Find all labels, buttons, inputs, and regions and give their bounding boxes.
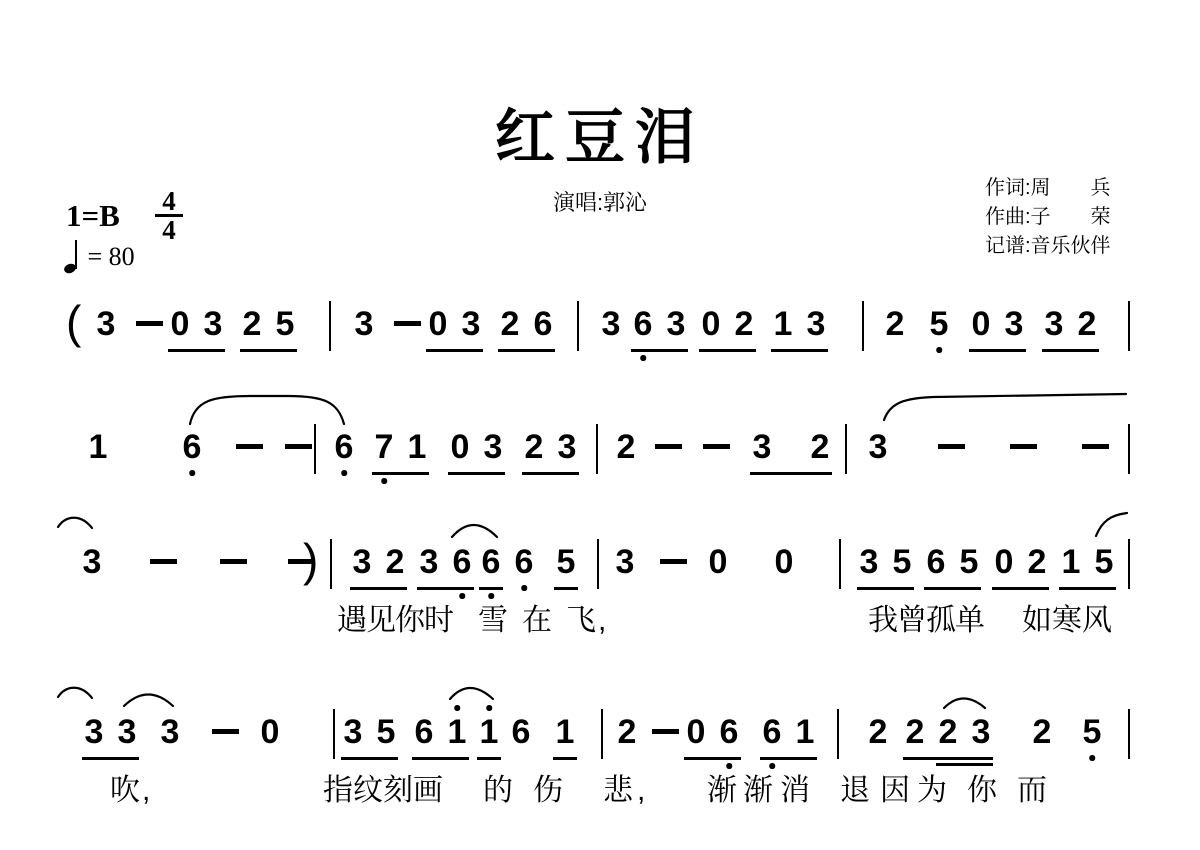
composer-credit: 作曲:子 荣 [985, 206, 1111, 228]
barline [577, 301, 579, 351]
note-digit: 3 [557, 428, 577, 466]
note-digit: 2 [500, 305, 520, 343]
barline [601, 709, 603, 759]
note-group [86, 428, 110, 466]
note-digit: 3 [82, 543, 102, 581]
octave-dot-low [769, 763, 775, 769]
note-gap [439, 543, 452, 581]
note-digit: 5 [959, 543, 979, 581]
lyric-char: 退 [840, 774, 870, 807]
note-group [522, 428, 579, 466]
barline [596, 424, 598, 474]
note-group [615, 713, 639, 751]
slur-tie-arc [124, 695, 173, 707]
duration-dash [150, 559, 177, 564]
note-digit: 3 [84, 713, 104, 751]
lyric-char: , [598, 604, 607, 637]
beam-underline [341, 757, 398, 760]
note-group [883, 305, 907, 343]
duration-dash [660, 559, 687, 564]
note-digit: 3 [752, 428, 772, 466]
barline [862, 301, 864, 351]
note-group [448, 428, 505, 466]
note-digit: 2 [885, 305, 905, 343]
note-group [332, 428, 356, 466]
beam-underline [992, 587, 1049, 590]
note-gap [448, 305, 461, 343]
note-digit: 3 [1044, 305, 1064, 343]
note-digit: 6 [481, 543, 501, 581]
lyric-char: 纹 [353, 774, 383, 807]
duration-dash [220, 559, 247, 564]
note-digit: 3 [666, 305, 686, 343]
note-group [350, 543, 407, 581]
barline [597, 539, 599, 589]
note-digit: 1 [795, 713, 815, 751]
slur-tie-arc [190, 396, 344, 424]
lyric-char: 吹 [110, 774, 140, 807]
note-gap [879, 543, 892, 581]
lyric-char: 我 [868, 604, 898, 637]
slur-tie-arc [884, 394, 1126, 420]
note-group [426, 305, 483, 343]
beam-underline [479, 587, 503, 590]
note-digit: 3 [971, 713, 991, 751]
note-digit: 3 [601, 305, 621, 343]
note-digit: 3 [117, 713, 137, 751]
beam-underline [969, 349, 1026, 352]
duration-dash [285, 444, 312, 449]
beam-underline [498, 349, 555, 352]
note-digit: 2 [905, 713, 925, 751]
octave-dot-low [640, 355, 646, 361]
note-digit: 5 [1082, 713, 1102, 751]
note-digit: 3 [203, 305, 223, 343]
note-group [684, 713, 741, 751]
note-group [240, 305, 297, 343]
lyric-char: 渐 [707, 774, 737, 807]
slur-tie-arc [58, 688, 92, 698]
note-group [168, 305, 225, 343]
lyric-char: 你 [395, 604, 425, 637]
note-digit: 6 [533, 305, 553, 343]
barline [330, 539, 332, 589]
note-digit: 2 [385, 543, 405, 581]
note-group [417, 543, 474, 581]
note-group [750, 428, 832, 466]
note-group [1059, 543, 1116, 581]
note-gap [797, 428, 810, 466]
lyric-char: 因 [880, 774, 910, 807]
duration-dash [212, 729, 239, 734]
beam-underline [903, 757, 993, 760]
octave-dot-high [486, 705, 492, 711]
note-digit: 0 [708, 543, 728, 581]
slur-tie-arc [944, 699, 985, 709]
note-gap [372, 543, 385, 581]
lyric-char: 时 [424, 604, 454, 637]
barline [314, 424, 316, 474]
note-group [866, 713, 890, 751]
note-group [509, 713, 533, 751]
note-gap [520, 305, 533, 343]
note-digit: 3 [160, 713, 180, 751]
octave-dot-low [936, 347, 942, 353]
beam-underline [82, 757, 139, 760]
note-group [1030, 713, 1054, 751]
note-gap [434, 713, 447, 751]
beam-underline [1042, 349, 1099, 352]
note-gap [925, 713, 938, 751]
lyric-char: 指 [323, 774, 353, 807]
note-group [180, 428, 204, 466]
note-group [498, 305, 555, 343]
transcriber-credit: 记谱:音乐伙伴 [985, 235, 1111, 257]
duration-dash [136, 321, 163, 326]
note-group [772, 543, 796, 581]
note-digit: 5 [376, 713, 396, 751]
note-digit: 0 [971, 305, 991, 343]
beam-underline [750, 472, 832, 475]
note-gap [782, 713, 795, 751]
note-group [554, 543, 578, 581]
note-digit: 6 [452, 543, 472, 581]
lyric-char: 画 [413, 774, 443, 807]
octave-dot-high [454, 705, 460, 711]
lyric-char: 如 [1022, 604, 1052, 637]
note-digit: 1 [1061, 543, 1081, 581]
note-gap [1064, 305, 1077, 343]
beam-underline [417, 587, 474, 590]
tempo-marking [64, 238, 135, 276]
note-gap [363, 713, 376, 751]
note-digit: 3 [483, 428, 503, 466]
note-gap [470, 428, 483, 466]
beam-underline [240, 349, 297, 352]
note-digit: 3 [343, 713, 363, 751]
note-digit: 3 [806, 305, 826, 343]
lyric-char: 为 [917, 774, 947, 807]
beam-underline [168, 349, 225, 352]
lyric-char: 的 [483, 774, 513, 807]
note-group [613, 543, 637, 581]
note-digit: 2 [1027, 543, 1047, 581]
slur-tie-arc [1096, 513, 1127, 536]
note-gap [991, 305, 1004, 343]
note-group [699, 305, 756, 343]
beam-underline [426, 349, 483, 352]
note-digit: 0 [701, 305, 721, 343]
beam-underline [760, 757, 817, 760]
song-title: 红豆泪 [495, 105, 705, 171]
note-digit: 5 [275, 305, 295, 343]
duration-dash [236, 444, 263, 449]
note-digit: 3 [615, 543, 635, 581]
note-digit: 3 [96, 305, 116, 343]
barline [1128, 709, 1130, 759]
note-gap [958, 713, 971, 751]
note-digit: 1 [447, 713, 467, 751]
note-group [352, 305, 376, 343]
note-digit: 2 [938, 713, 958, 751]
lyric-char: 而 [1017, 774, 1047, 807]
beam-underline [554, 587, 578, 590]
octave-dot-low [726, 763, 732, 769]
note-group [924, 543, 981, 581]
note-group [80, 543, 104, 581]
lyric-char: 渐 [743, 774, 773, 807]
duration-dash [655, 444, 682, 449]
lyric-char: 孤 [926, 604, 956, 637]
octave-dot-low [521, 585, 527, 591]
note-digit: 0 [686, 713, 706, 751]
note-digit: 3 [868, 428, 888, 466]
lyric-char: 刻 [383, 774, 413, 807]
note-group [969, 305, 1026, 343]
note-digit: 3 [354, 305, 374, 343]
note-digit: 1 [407, 428, 427, 466]
note-group [1042, 305, 1099, 343]
beam-underline [699, 349, 756, 352]
open-paren: ( [66, 296, 82, 348]
note-digit: 6 [414, 713, 434, 751]
octave-dot-low [381, 478, 387, 484]
slur-tie-arc [58, 518, 92, 528]
note-digit: 0 [170, 305, 190, 343]
note-digit: 3 [419, 543, 439, 581]
lyric-char: 单 [955, 604, 985, 637]
note-gap [104, 713, 117, 751]
beam-underline [553, 757, 577, 760]
note-digit: 0 [774, 543, 794, 581]
note-digit: 0 [994, 543, 1014, 581]
note-group [866, 428, 890, 466]
note-group [512, 543, 536, 581]
slur-tie-arc [450, 688, 493, 699]
note-group [158, 713, 182, 751]
note-group [553, 713, 577, 751]
note-group [1080, 713, 1104, 751]
meter-denominator: 4 [155, 214, 183, 243]
beam-underline [857, 587, 914, 590]
lyric-char: 风 [1082, 604, 1112, 637]
note-digit: 0 [450, 428, 470, 466]
note-gap [190, 305, 203, 343]
note-gap [394, 428, 407, 466]
barline [839, 539, 841, 589]
note-digit: 2 [524, 428, 544, 466]
note-group [82, 713, 139, 751]
close-paren: ) [303, 534, 319, 586]
beam-underline [412, 757, 469, 760]
note-group [614, 428, 638, 466]
lyric-char: 在 [522, 604, 552, 637]
octave-dot-low [459, 593, 465, 599]
note-digit: 7 [374, 428, 394, 466]
note-group [479, 543, 503, 581]
lyric-char: 遇 [337, 604, 367, 637]
duration-dash [652, 729, 679, 734]
note-group [857, 543, 914, 581]
beam-underline [477, 757, 501, 760]
beam-underline-2 [936, 763, 993, 766]
lyric-char: 你 [967, 774, 997, 807]
octave-dot-low [341, 470, 347, 476]
note-digit: 3 [859, 543, 879, 581]
note-digit: 1 [88, 428, 108, 466]
note-group [706, 543, 730, 581]
note-digit: 3 [352, 543, 372, 581]
barline [1128, 539, 1130, 589]
note-group [903, 713, 993, 751]
note-gap [721, 305, 734, 343]
note-digit: 3 [461, 305, 481, 343]
tempo-value: = 80 [87, 242, 135, 271]
note-digit: 6 [762, 713, 782, 751]
note-group [599, 305, 623, 343]
note-digit: 2 [734, 305, 754, 343]
note-digit: 1 [555, 713, 575, 751]
credits-block [985, 174, 1111, 261]
beam-underline [771, 349, 828, 352]
note-digit: 6 [514, 543, 534, 581]
barline [333, 709, 335, 759]
duration-dash [938, 444, 965, 449]
note-digit: 5 [1094, 543, 1114, 581]
note-group [412, 713, 469, 751]
note-digit: 5 [929, 305, 949, 343]
beam-underline [684, 757, 741, 760]
lyric-char: , [142, 774, 151, 807]
note-gap [544, 428, 557, 466]
note-gap [262, 305, 275, 343]
barline [1128, 301, 1130, 351]
lyric-char: 消 [780, 774, 810, 807]
note-group [372, 428, 429, 466]
note-digit: 0 [428, 305, 448, 343]
note-gap [653, 305, 666, 343]
lyric-char: 伤 [533, 774, 563, 807]
note-digit: 6 [182, 428, 202, 466]
note-gap [793, 305, 806, 343]
beam-underline [350, 587, 407, 590]
note-digit: 2 [616, 428, 636, 466]
barline [1128, 424, 1130, 474]
note-gap [1014, 543, 1027, 581]
barline [329, 301, 331, 351]
beam-underline [448, 472, 505, 475]
lyric-char: 飞 [566, 604, 596, 637]
note-digit: 2 [617, 713, 637, 751]
note-digit: 2 [868, 713, 888, 751]
duration-dash [1082, 444, 1109, 449]
beam-underline [372, 472, 429, 475]
lyric-char: 曾 [897, 604, 927, 637]
note-digit: 2 [810, 428, 830, 466]
note-gap [772, 428, 785, 466]
note-gap [946, 543, 959, 581]
note-digit: 6 [633, 305, 653, 343]
note-group [927, 305, 951, 343]
note-gap [1081, 543, 1094, 581]
duration-dash [394, 321, 421, 326]
note-digit: 6 [719, 713, 739, 751]
lyric-char: 悲 [603, 774, 633, 807]
note-digit: 1 [773, 305, 793, 343]
note-gap [706, 713, 719, 751]
note-group [258, 713, 282, 751]
beam-underline [522, 472, 579, 475]
singer-credit: 演唱:郭沁 [552, 190, 648, 215]
note-digit: 6 [511, 713, 531, 751]
note-group [992, 543, 1049, 581]
note-digit: 5 [556, 543, 576, 581]
key-signature: 1=B [66, 198, 120, 233]
note-digit: 3 [1004, 305, 1024, 343]
beam-underline [924, 587, 981, 590]
note-digit: 2 [1077, 305, 1097, 343]
slur-tie-arc [452, 525, 497, 537]
note-digit: 0 [260, 713, 280, 751]
note-digit: 2 [1032, 713, 1052, 751]
lyric-char: 见 [366, 604, 396, 637]
note-digit: 1 [479, 713, 499, 751]
note-digit: 6 [926, 543, 946, 581]
meter-numerator: 4 [162, 186, 176, 216]
duration-dash [703, 444, 730, 449]
octave-dot-low [1089, 755, 1095, 761]
lyric-char: 雪 [478, 604, 508, 637]
quarter-note-icon [64, 238, 79, 274]
note-group [477, 713, 501, 751]
note-group [94, 305, 118, 343]
wide-gap [785, 428, 797, 466]
lyric-char: 寒 [1052, 604, 1082, 637]
note-group [771, 305, 828, 343]
note-group [631, 305, 688, 343]
beam-underline [1059, 587, 1116, 590]
barline [837, 709, 839, 759]
duration-dash [1010, 444, 1037, 449]
beam-underline [631, 349, 688, 352]
note-digit: 6 [334, 428, 354, 466]
time-signature [155, 188, 183, 243]
lyric-char: , [637, 774, 646, 807]
note-group [341, 713, 398, 751]
note-group [760, 713, 817, 751]
note-digit: 5 [892, 543, 912, 581]
note-digit: 2 [242, 305, 262, 343]
lyricist-credit: 作词:周 兵 [985, 177, 1111, 199]
octave-dot-low [488, 593, 494, 599]
octave-dot-low [189, 470, 195, 476]
barline [845, 424, 847, 474]
